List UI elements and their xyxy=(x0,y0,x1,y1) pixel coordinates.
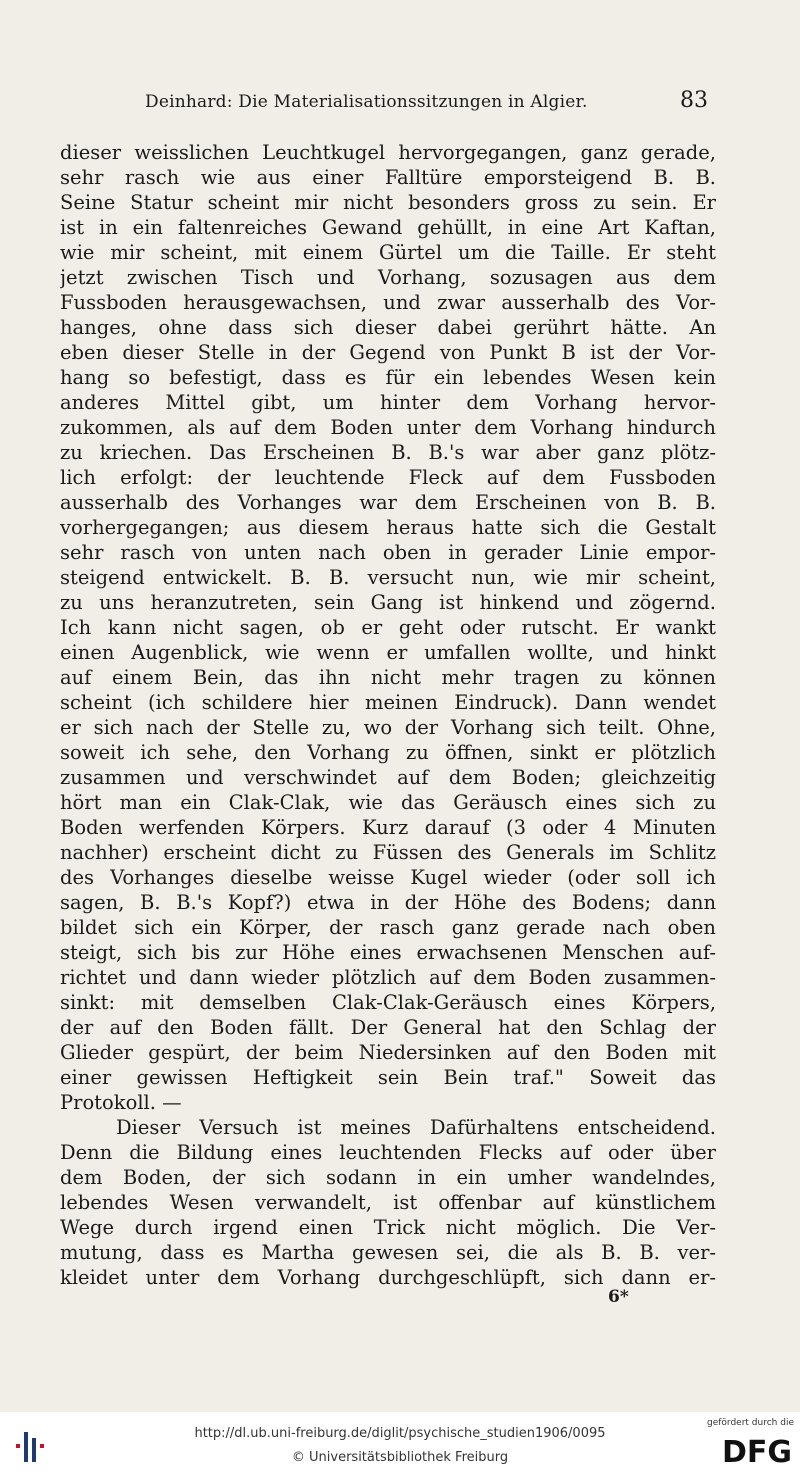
text-line: lich erfolgt: der leuchtende Fleck auf dem Fussboden xyxy=(60,466,716,489)
text-line: ist in ein faltenreiches Gewand gehüllt, in eine Art Kaftan, xyxy=(60,216,716,239)
text-line: auf einem Bein, das ihn nicht mehr tragen zu können xyxy=(60,666,716,689)
text-line: nachher) erscheint dicht zu Füssen des Generals im Schlitz xyxy=(60,841,716,864)
text-line: hang so befestigt, dass es für ein lebendes Wesen kein xyxy=(60,366,716,389)
text-line: zusammen und verschwindet auf dem Boden; gleichzeitig xyxy=(60,766,716,789)
text-line: einen Augenblick, wie wenn er umfallen wollte, und hinkt xyxy=(60,641,716,664)
text-line: anderes Mittel gibt, um hinter dem Vorhang hervor- xyxy=(60,391,716,414)
text-line: kleidet unter dem Vorhang durchgeschlüpft, sich dann er- xyxy=(60,1266,716,1289)
text-line: dem Boden, der sich sodann in ein umher wandelndes, xyxy=(60,1166,716,1189)
text-line: vorhergegangen; aus diesem heraus hatte sich die Gestalt xyxy=(60,516,716,539)
text-line: zukommen, als auf dem Boden unter dem Vorhang hindurch xyxy=(60,416,716,439)
running-head xyxy=(0,88,800,120)
running-title: Deinhard: Die Materialisationssitzungen in Algier. xyxy=(145,92,588,112)
text-line: Wege durch irgend einen Trick nicht möglich. Die Ver- xyxy=(60,1216,716,1239)
text-line: richtet und dann wieder plötzlich auf dem Boden zusammen- xyxy=(60,966,716,989)
text-line: ausserhalb des Vorhanges war dem Erscheinen von B. B. xyxy=(60,491,716,514)
text-line: sehr rasch wie aus einer Falltüre emporsteigend B. B. xyxy=(60,166,716,189)
text-line: hört man ein Clak-Clak, wie das Geräusch eines sich zu xyxy=(60,791,716,814)
copyright-text: © Universitätsbibliothek Freiburg xyxy=(291,1450,509,1465)
dfg-logo-text: DFG xyxy=(721,1435,792,1468)
footer-bar xyxy=(0,1412,800,1472)
sponsor-note: gefördert durch die xyxy=(707,1418,794,1428)
text-line: Seine Statur scheint mir nicht besonders gross zu sein. Er xyxy=(60,191,716,214)
permalink-url[interactable]: http://dl.ub.uni-freiburg.de/diglit/psychische_studien1906/0095 xyxy=(194,1426,606,1441)
text-line: zu kriechen. Das Erscheinen B. B.'s war aber ganz plötz- xyxy=(60,441,716,464)
text-line: des Vorhanges dieselbe weisse Kugel wieder (oder soll ich xyxy=(60,866,716,889)
text-line: sagen, B. B.'s Kopf?) etwa in der Höhe des Bodens; dann xyxy=(60,891,716,914)
text-line: hanges, ohne dass sich dieser dabei gerührt hätte. An xyxy=(60,316,716,339)
dfg-logo-icon xyxy=(704,1432,794,1468)
text-line: lebendes Wesen verwandelt, ist offenbar auf künstlichem xyxy=(60,1191,716,1214)
text-line: der auf den Boden fällt. Der General hat den Schlag der xyxy=(60,1016,716,1039)
text-line: zu uns heranzutreten, sein Gang ist hinkend und zögernd. xyxy=(60,591,716,614)
text-line: Glieder gespürt, der beim Niedersinken auf den Boden mit xyxy=(60,1041,716,1064)
text-line: bildet sich ein Körper, der rasch ganz gerade nach oben xyxy=(60,916,716,939)
text-line: soweit ich sehe, den Vorhang zu öffnen, sinkt er plötzlich xyxy=(60,741,716,764)
text-line: wie mir scheint, mit einem Gürtel um die Taille. Er steht xyxy=(60,241,716,264)
text-line: er sich nach der Stelle zu, wo der Vorhang sich teilt. Ohne, xyxy=(60,716,716,739)
text-line: dieser weisslichen Leuchtkugel hervorgegangen, ganz gerade, xyxy=(60,141,716,164)
text-line: einer gewissen Heftigkeit sein Bein traf." Soweit das xyxy=(60,1066,716,1089)
page-number: 83 xyxy=(680,88,708,113)
text-line: sehr rasch von unten nach oben in gerader Linie empor- xyxy=(60,541,716,564)
text-line: Fussboden herausgewachsen, und zwar ausserhalb des Vor- xyxy=(60,291,716,314)
text-line: scheint (ich schildere hier meinen Eindruck). Dann wendet xyxy=(60,691,716,714)
text-line: Boden werfenden Körpers. Kurz darauf (3 oder 4 Minuten xyxy=(60,816,716,839)
text-line: sinkt: mit demselben Clak-Clak-Geräusch eines Körpers, xyxy=(60,991,716,1014)
text-line: Dieser Versuch ist meines Dafürhaltens entscheidend. xyxy=(116,1116,716,1139)
signature-mark: 6* xyxy=(608,1287,629,1307)
text-line: Ich kann nicht sagen, ob er geht oder rutscht. Er wankt xyxy=(60,616,716,639)
text-line: jetzt zwischen Tisch und Vorhang, sozusagen aus dem xyxy=(60,266,716,289)
text-line: steigend entwickelt. B. B. versucht nun, wie mir scheint, xyxy=(60,566,716,589)
text-line: Protokoll. — xyxy=(60,1091,182,1114)
text-line: mutung, dass es Martha gewesen sei, die als B. B. ver- xyxy=(60,1241,716,1264)
text-line: steigt, sich bis zur Höhe eines erwachsenen Menschen auf- xyxy=(60,941,716,964)
text-line: Denn die Bildung eines leuchtenden Flecks auf oder über xyxy=(60,1141,716,1164)
text-line: eben dieser Stelle in der Gegend von Punkt B ist der Vor- xyxy=(60,341,716,364)
